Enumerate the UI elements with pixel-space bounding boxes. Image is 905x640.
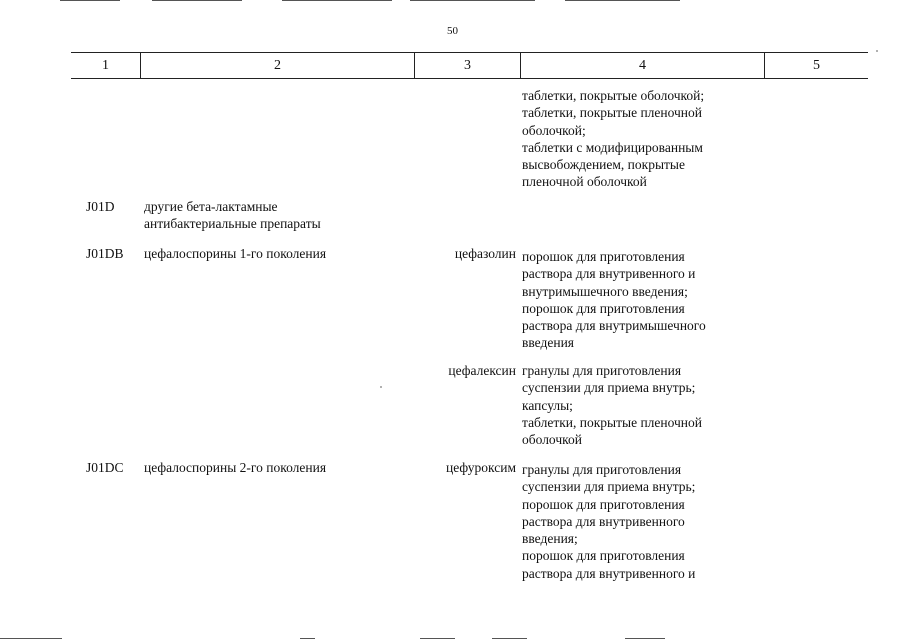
dosage-form-line: внутримышечного введения; xyxy=(522,283,688,299)
drug-name: цефазолин xyxy=(454,246,516,261)
scan-speck xyxy=(876,50,878,52)
dosage-form-line: порошок для приготовления xyxy=(522,300,685,316)
header-col-1: 1 xyxy=(102,58,109,73)
scan-edge-line xyxy=(152,0,242,1)
header-col-5: 5 xyxy=(764,53,868,78)
scan-edge-line xyxy=(300,638,315,639)
atc-code: J01DC xyxy=(86,460,124,475)
scan-edge-line xyxy=(0,638,62,639)
dosage-forms xyxy=(522,87,762,191)
atc-group-line: цефалоспорины 1-го поколения xyxy=(144,246,327,261)
dosage-form-line: раствора для внутривенного и xyxy=(522,266,696,282)
dosage-form-line: оболочкой; xyxy=(522,122,586,138)
dosage-form-line: порошок для приготовления xyxy=(522,496,685,512)
atc-group xyxy=(144,459,414,476)
atc-group-line: другие бета-лактамные xyxy=(144,199,278,214)
atc-code: J01D xyxy=(86,199,115,214)
dosage-form-line: введения xyxy=(522,335,575,351)
dosage-form-line: раствора для внутривенного xyxy=(522,513,685,529)
atc-group xyxy=(144,198,414,233)
scan-edge-line xyxy=(282,0,392,1)
dosage-form-line: гранулы для приготовления xyxy=(522,363,682,378)
scan-edge-line xyxy=(625,638,665,639)
dosage-form-line: высвобождением, покрытые xyxy=(522,157,685,173)
scan-edge-line xyxy=(565,0,680,1)
header-col-3: 3 xyxy=(414,53,520,78)
dosage-form-line: раствора для внутривенного и xyxy=(522,565,696,581)
dosage-form-line: раствора для внутримышечного xyxy=(522,318,706,334)
page-number: 50 xyxy=(447,25,458,37)
header-col-4: 4 xyxy=(520,53,764,78)
dosage-form-line: таблетки, покрытые пленочной xyxy=(522,414,703,430)
dosage-form-line: капсулы; xyxy=(522,397,573,413)
dosage-form-line: порошок для приготовления xyxy=(522,548,685,564)
dosage-form-line: таблетки, покрытые пленочной xyxy=(522,105,703,121)
dosage-form-line: введения; xyxy=(522,531,578,547)
dosage-form-line: гранулы для приготовления xyxy=(522,462,682,477)
drug-name: цефуроксим xyxy=(445,460,516,475)
scan-speck xyxy=(380,386,382,388)
dosage-form-line: пленочной оболочкой xyxy=(522,174,647,190)
table-header xyxy=(71,52,868,79)
dosage-form-line: суспензии для приема внутрь; xyxy=(522,479,696,495)
atc-group-line: цефалоспорины 2-го поколения xyxy=(144,460,327,475)
dosage-form-line: порошок для приготовления xyxy=(522,249,685,264)
dosage-form-line: суспензии для приема внутрь; xyxy=(522,380,696,396)
header-col-2: 2 xyxy=(140,53,414,78)
scan-edge-line xyxy=(410,0,535,1)
drug-name: цефалексин xyxy=(448,363,516,378)
dosage-forms xyxy=(522,248,762,352)
scan-edge-line xyxy=(60,0,120,1)
dosage-form-line: оболочкой xyxy=(522,432,582,448)
atc-group-line: антибактериальные препараты xyxy=(144,216,321,232)
atc-code: J01DB xyxy=(86,246,124,261)
dosage-forms xyxy=(522,362,762,448)
scan-edge-line xyxy=(492,638,527,639)
dosage-form-line: таблетки, покрытые оболочкой; xyxy=(522,88,705,103)
dosage-forms xyxy=(522,461,762,582)
scan-edge-line xyxy=(420,638,455,639)
atc-group xyxy=(144,245,414,262)
dosage-form-line: таблетки с модифицированным xyxy=(522,139,703,155)
